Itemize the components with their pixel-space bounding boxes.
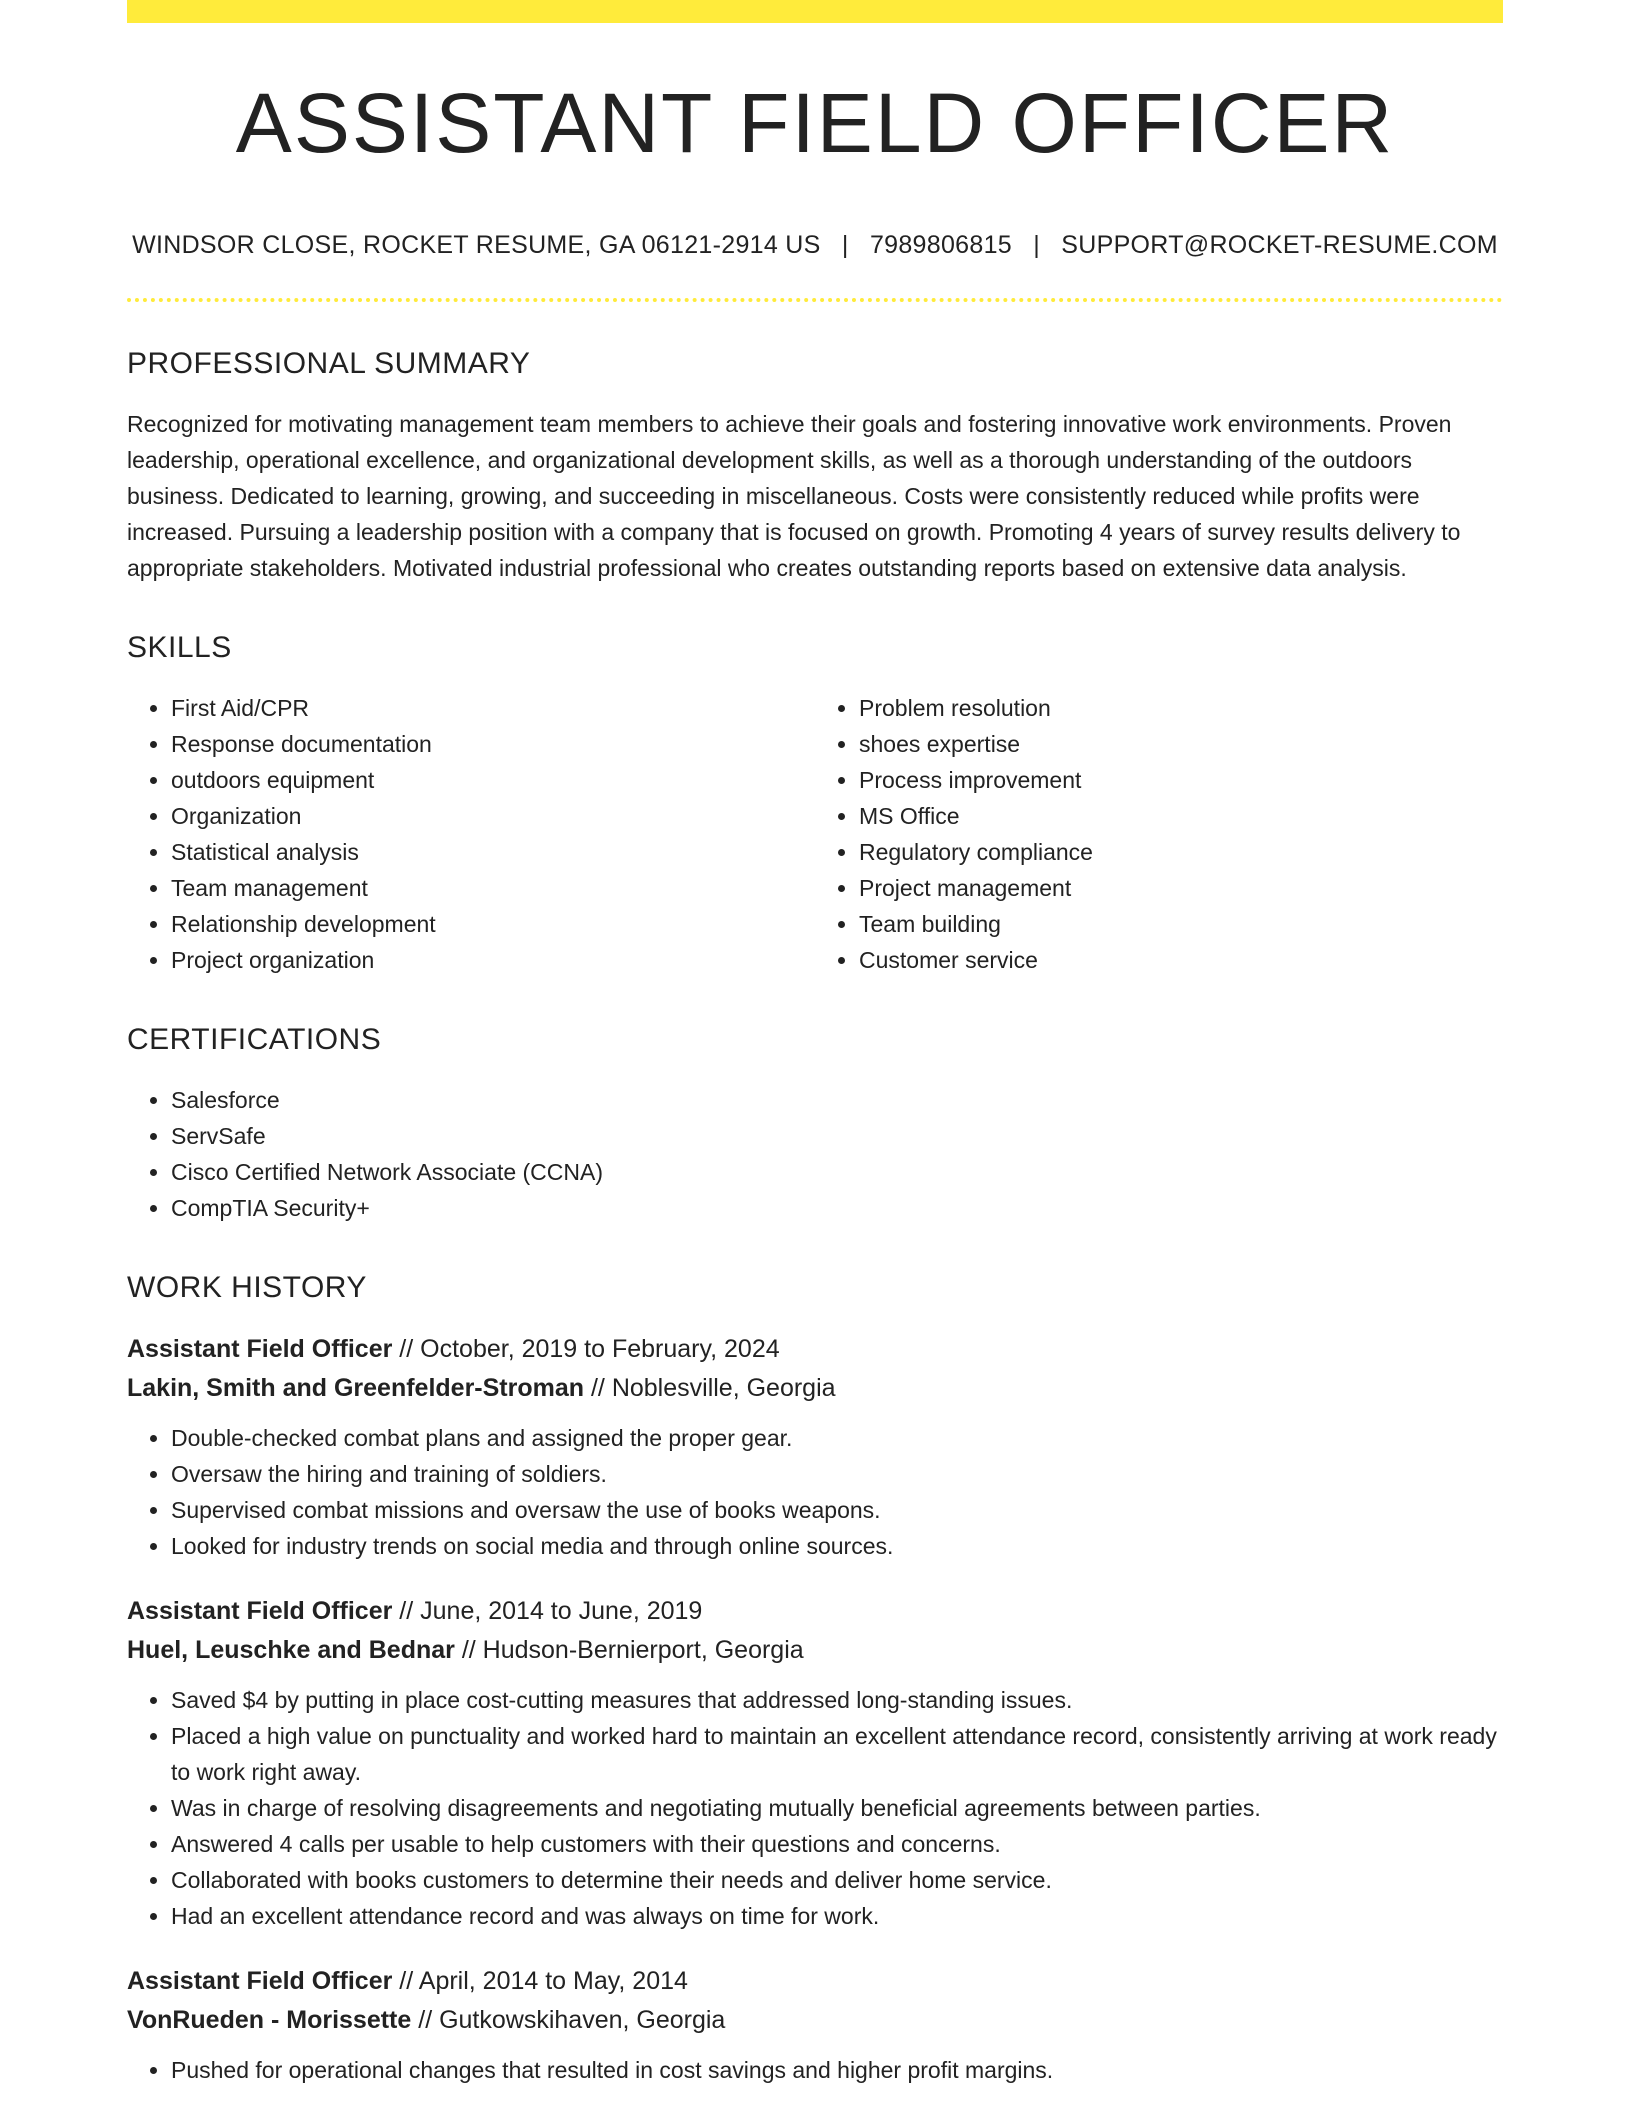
skill-item: • Organization: [171, 798, 815, 834]
job-bullet: • Pushed for operational changes that resulted in cost savings and higher profit margins.: [171, 2052, 1503, 2088]
job-bullet: • Placed a high value on punctuality and worked hard to maintain an excellent attendance record, consistently arriving at work ready to work right away.: [171, 1718, 1503, 1790]
job-dates: // October, 2019 to February, 2024: [392, 1335, 780, 1363]
skill-item: • MS Office: [859, 798, 1503, 834]
certification-item: • Salesforce: [171, 1082, 1503, 1118]
job-company: VonRueden - Morissette: [127, 2006, 412, 2034]
job-bullets: [127, 1682, 1503, 1934]
skill-item: • shoes expertise: [859, 726, 1503, 762]
skill-item: • Relationship development: [171, 906, 815, 942]
skill-item: • outdoors equipment: [171, 762, 815, 798]
skill-item: • Team building: [859, 906, 1503, 942]
job-bullet: • Supervised combat missions and oversaw the use of books weapons.: [171, 1492, 1503, 1528]
skill-item: • Project organization: [171, 942, 815, 978]
job-title-line: [127, 1330, 1503, 1369]
job-entry: [127, 1962, 1503, 2088]
job-company: Lakin, Smith and Greenfelder-Stroman: [127, 1374, 585, 1402]
certifications-heading: CERTIFICATIONS: [127, 1023, 382, 1056]
contact-email: SUPPORT@ROCKET-RESUME.COM: [1061, 231, 1498, 259]
certification-item: • ServSafe: [171, 1118, 1503, 1154]
skill-item: • Regulatory compliance: [859, 834, 1503, 870]
work-history-list: [127, 1330, 1503, 2088]
contact-separator: |: [841, 231, 849, 259]
resume-page: [127, 0, 1503, 2088]
contact-separator: |: [1033, 231, 1041, 259]
job-title: Assistant Field Officer: [127, 1597, 393, 1625]
job-location: // Hudson-Bernierport, Georgia: [454, 1636, 804, 1664]
skill-item: • Customer service: [859, 942, 1503, 978]
job-company: Huel, Leuschke and Bednar: [127, 1636, 455, 1664]
skill-item: • Process improvement: [859, 762, 1503, 798]
job-bullet: • Oversaw the hiring and training of soldiers.: [171, 1456, 1503, 1492]
skills-right-list: [815, 690, 1503, 978]
skills-heading: SKILLS: [127, 631, 232, 664]
job-bullet: • Saved $4 by putting in place cost-cutting measures that addressed long-standing issues.: [171, 1682, 1503, 1718]
skill-item: • Response documentation: [171, 726, 815, 762]
skills-left-list: [127, 690, 815, 978]
skill-item: • Problem resolution: [859, 690, 1503, 726]
job-entry: [127, 1592, 1503, 1934]
job-dates: // April, 2014 to May, 2014: [392, 1967, 688, 1995]
contact-address: WINDSOR CLOSE, ROCKET RESUME, GA 06121-2914 US: [132, 231, 821, 259]
job-bullet: • Had an excellent attendance record and was always on time for work.: [171, 1898, 1503, 1934]
job-company-line: [127, 1631, 1503, 1670]
skill-item: • Statistical analysis: [171, 834, 815, 870]
job-bullet: • Looked for industry trends on social media and through online sources.: [171, 1528, 1503, 1564]
summary-heading: PROFESSIONAL SUMMARY: [127, 347, 531, 380]
skill-item: • Team management: [171, 870, 815, 906]
job-location: // Noblesville, Georgia: [584, 1374, 836, 1402]
job-entry: [127, 1330, 1503, 1564]
skill-item: • Project management: [859, 870, 1503, 906]
job-dates: // June, 2014 to June, 2019: [392, 1597, 703, 1625]
certification-item: • Cisco Certified Network Associate (CCNA): [171, 1154, 1503, 1190]
resume-name: ASSISTANT FIELD OFFICER: [235, 76, 1395, 170]
job-title: Assistant Field Officer: [127, 1967, 393, 1995]
job-location: // Gutkowskihaven, Georgia: [411, 2006, 726, 2034]
top-accent-bar: [127, 0, 1503, 23]
certifications-list: [127, 1082, 1503, 1226]
job-company-line: [127, 1369, 1503, 1408]
job-bullets: [127, 1420, 1503, 1564]
job-bullet: • Double-checked combat plans and assigned the proper gear.: [171, 1420, 1503, 1456]
job-title: Assistant Field Officer: [127, 1335, 393, 1363]
header-divider: [127, 298, 1503, 302]
job-title-line: [127, 1592, 1503, 1631]
skill-item: • First Aid/CPR: [171, 690, 815, 726]
job-bullet: • Answered 4 calls per usable to help customers with their questions and concerns.: [171, 1826, 1503, 1862]
contact-phone: 7989806815: [869, 231, 1012, 259]
skills-columns: [127, 690, 1503, 978]
summary-text: Recognized for motivating management team members to achieve their goals and fostering innovative work environments. Proven leadership, operational excellence, and organizational development skills, as well as a thorough understanding of the outdoors business. Dedicated to learning, growing, and succeeding in miscellaneous. Costs were consistently reduced while profits were increased. Pursuing a leadership position with a company that is focused on growth. Promoting 4 years of survey results delivery to appropriate stakeholders. Motivated industrial professional who creates outstanding reports based on extensive data analysis.: [127, 411, 1461, 581]
contact-line: [127, 231, 1503, 260]
job-bullet: • Was in charge of resolving disagreements and negotiating mutually beneficial agreements between parties.: [171, 1790, 1503, 1826]
job-bullets: [127, 2052, 1503, 2088]
certification-item: • CompTIA Security+: [171, 1190, 1503, 1226]
job-bullet: • Collaborated with books customers to determine their needs and deliver home service.: [171, 1862, 1503, 1898]
work-history-heading: WORK HISTORY: [127, 1271, 367, 1304]
job-company-line: [127, 2001, 1503, 2040]
job-title-line: [127, 1962, 1503, 2001]
